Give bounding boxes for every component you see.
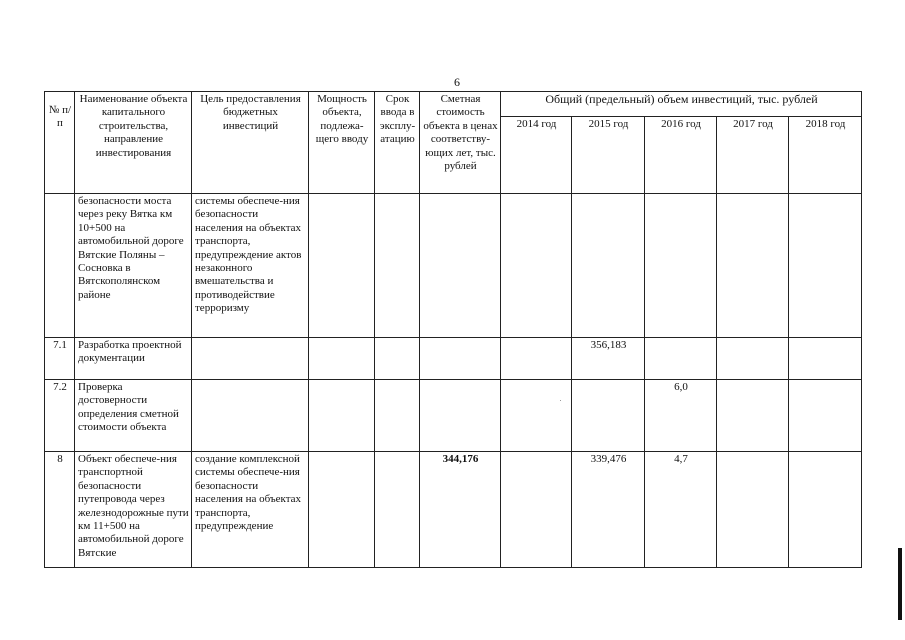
cell-goal: создание комплексной системы обеспече-ния безопасности населения на объектах транспорта, предупреждение bbox=[192, 452, 309, 568]
cell-2017 bbox=[717, 380, 789, 452]
cell-2015 bbox=[572, 194, 645, 338]
cell-name: Объект обеспече-ния транспортной безопасности путепровода через железнодорожные пути км 11+500 на автомобильной дороге Вятские bbox=[75, 452, 192, 568]
cell-2017 bbox=[717, 194, 789, 338]
header-no: № п/п bbox=[45, 92, 75, 194]
cell-goal bbox=[192, 380, 309, 452]
header-year-2016: 2016 год bbox=[645, 117, 717, 194]
cell-name: Проверка достоверности определения сметной стоимости объекта bbox=[75, 380, 192, 452]
cell-goal: системы обеспече-ния безопасности населения на объектах транспорта, предупреждение актов незаконного вмешательства и противодействие терроризму bbox=[192, 194, 309, 338]
scan-speck bbox=[560, 400, 561, 401]
cell-2016: 6,0 bbox=[645, 380, 717, 452]
cell-2017 bbox=[717, 452, 789, 568]
cell-2016 bbox=[645, 194, 717, 338]
header-row-1 bbox=[45, 92, 862, 117]
cell-capacity bbox=[309, 380, 375, 452]
cell-no: 8 bbox=[45, 452, 75, 568]
cell-2015: 356,183 bbox=[572, 338, 645, 380]
cell-cost bbox=[420, 194, 501, 338]
investment-table bbox=[44, 91, 862, 568]
cell-cost bbox=[420, 380, 501, 452]
header-term: Срок ввода в эксплу-атацию bbox=[375, 92, 420, 194]
cell-2018 bbox=[789, 194, 862, 338]
cell-cost: 344,176 bbox=[420, 452, 501, 568]
cell-name: Разработка проектной документации bbox=[75, 338, 192, 380]
cell-name: безопасности моста через реку Вятка км 10+500 на автомобильной дороге Вятские Поляны – Сосновка в Вятскополянском районе bbox=[75, 194, 192, 338]
header-year-2014: 2014 год bbox=[501, 117, 572, 194]
cell-capacity bbox=[309, 194, 375, 338]
cell-2018 bbox=[789, 338, 862, 380]
header-cost: Сметная стоимость объекта в ценах соответству-ющих лет, тыс. рублей bbox=[420, 92, 501, 194]
cell-2014 bbox=[501, 452, 572, 568]
cell-2016: 4,7 bbox=[645, 452, 717, 568]
page-number: 6 bbox=[454, 75, 460, 89]
cell-2018 bbox=[789, 380, 862, 452]
cell-no: 7.1 bbox=[45, 338, 75, 380]
cell-term bbox=[375, 380, 420, 452]
table-row bbox=[45, 194, 862, 338]
cell-term bbox=[375, 194, 420, 338]
header-year-2017: 2017 год bbox=[717, 117, 789, 194]
cell-2014 bbox=[501, 338, 572, 380]
header-goal: Цель предоставления бюджетных инвестиций bbox=[192, 92, 309, 194]
cell-capacity bbox=[309, 338, 375, 380]
cell-no bbox=[45, 194, 75, 338]
scan-edge-mark bbox=[898, 548, 902, 620]
cell-no: 7.2 bbox=[45, 380, 75, 452]
header-year-2018: 2018 год bbox=[789, 117, 862, 194]
cell-2016 bbox=[645, 338, 717, 380]
table-row bbox=[45, 380, 862, 452]
cell-2015 bbox=[572, 380, 645, 452]
cell-capacity bbox=[309, 452, 375, 568]
cell-cost bbox=[420, 338, 501, 380]
cell-2015: 339,476 bbox=[572, 452, 645, 568]
cell-term bbox=[375, 452, 420, 568]
cell-2014 bbox=[501, 380, 572, 452]
table-row bbox=[45, 338, 862, 380]
cell-2014 bbox=[501, 194, 572, 338]
header-name: Наименование объекта капитального строительства, направление инвестирования bbox=[75, 92, 192, 194]
cell-term bbox=[375, 338, 420, 380]
header-total: Общий (предельный) объем инвестиций, тыс. рублей bbox=[501, 92, 862, 117]
cell-goal bbox=[192, 338, 309, 380]
table-row bbox=[45, 452, 862, 568]
cell-2018 bbox=[789, 452, 862, 568]
header-year-2015: 2015 год bbox=[572, 117, 645, 194]
header-capacity: Мощность объекта, подлежа-щего вводу bbox=[309, 92, 375, 194]
cell-2017 bbox=[717, 338, 789, 380]
